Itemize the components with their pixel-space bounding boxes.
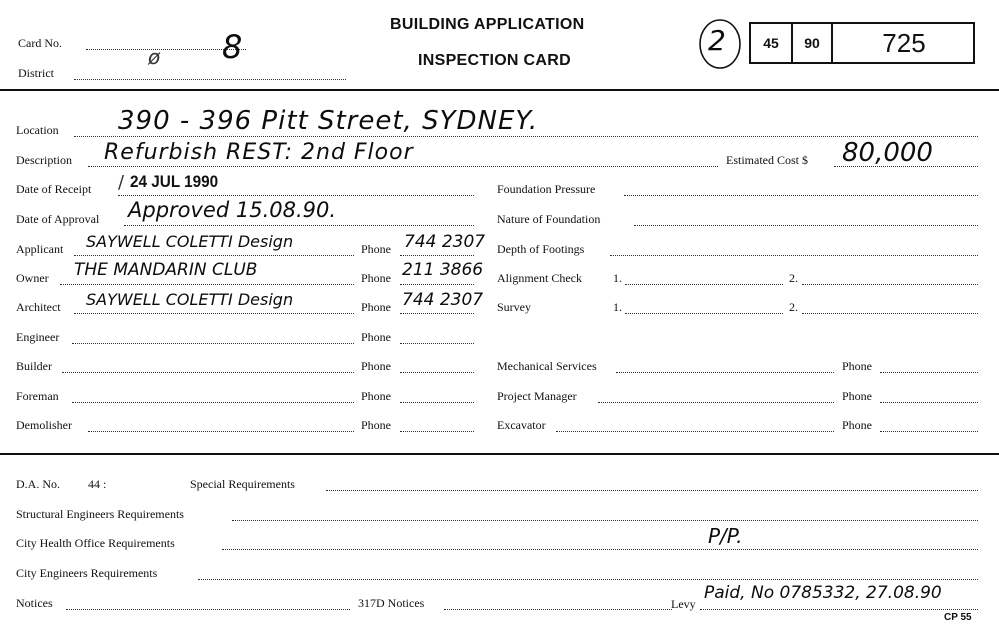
applicant-line — [74, 255, 354, 256]
mechanical-services-line — [616, 372, 834, 373]
levy-line — [700, 609, 978, 610]
foreman-phone-line — [400, 402, 474, 403]
box-code-1: 45 — [763, 35, 779, 51]
estimated-cost-value: 80,000 — [842, 138, 933, 168]
notices-label: Notices — [16, 596, 53, 610]
date-of-receipt-stamp: 24 JUL 1990 — [130, 172, 219, 191]
mechanical-services-phone-label: Phone — [842, 359, 872, 373]
demolisher-phone-label: Phone — [361, 418, 391, 432]
engineer-line — [72, 343, 354, 344]
structural-engineers-label: Structural Engineers Requirements — [16, 507, 184, 521]
date-of-receipt-line — [118, 195, 474, 196]
excavator-line — [556, 431, 834, 432]
reference-box — [749, 22, 975, 64]
alignment-check-1-line — [625, 284, 783, 285]
lower-rule — [0, 453, 999, 455]
date-of-approval-value: Approved 15.08.90. — [128, 198, 337, 222]
engineer-phone-label: Phone — [361, 330, 391, 344]
project-manager-label: Project Manager — [497, 389, 577, 403]
alignment-check-2-line — [802, 284, 978, 285]
architect-label: Architect — [16, 300, 61, 314]
nature-of-foundation-line — [634, 225, 978, 226]
special-requirements-line — [326, 490, 978, 491]
title-line2: INSPECTION CARD — [418, 52, 571, 69]
architect-phone-line — [400, 313, 474, 314]
estimated-cost-label: Estimated Cost $ — [726, 153, 808, 167]
architect-line — [74, 313, 354, 314]
city-health-value: P/P. — [708, 524, 743, 548]
demolisher-label: Demolisher — [16, 418, 72, 432]
district-value: 8 — [222, 28, 243, 66]
city-health-line — [222, 549, 978, 550]
owner-phone-value: 211 3866 — [402, 260, 484, 280]
engineer-phone-line — [400, 343, 474, 344]
date-of-receipt-label: Date of Receipt — [16, 182, 92, 196]
architect-value: SAYWELL COLETTI Design — [86, 290, 294, 309]
depth-of-footings-line — [610, 255, 978, 256]
levy-label: Levy — [671, 597, 696, 611]
location-value: 390 - 396 Pitt Street, SYDNEY. — [118, 106, 539, 136]
project-manager-phone-label: Phone — [842, 389, 872, 403]
excavator-phone-line — [880, 431, 978, 432]
applicant-phone-label: Phone — [361, 242, 391, 256]
applicant-label: Applicant — [16, 242, 64, 256]
form-code: CP 55 — [944, 612, 972, 623]
depth-of-footings-label: Depth of Footings — [497, 242, 585, 256]
district-label: District — [18, 66, 54, 80]
survey-2-line — [802, 313, 978, 314]
district-scribble: ø — [148, 45, 161, 69]
excavator-label: Excavator — [497, 418, 546, 432]
city-health-label: City Health Office Requirements — [16, 536, 175, 550]
special-requirements-label: Special Requirements — [190, 477, 295, 491]
circled-number: 2 — [708, 24, 726, 57]
owner-line — [60, 284, 354, 285]
foreman-label: Foreman — [16, 389, 59, 403]
title-line1: BUILDING APPLICATION — [390, 16, 585, 33]
owner-phone-label: Phone — [361, 271, 391, 285]
date-of-approval-line — [124, 225, 474, 226]
box-divider-2 — [831, 24, 833, 62]
da-no-label: D.A. No. — [16, 477, 60, 491]
project-manager-phone-line — [880, 402, 978, 403]
foundation-pressure-line — [624, 195, 978, 196]
excavator-phone-label: Phone — [842, 418, 872, 432]
project-manager-line — [598, 402, 834, 403]
notices-317d-line — [444, 609, 672, 610]
survey-1-line — [625, 313, 783, 314]
levy-value: Paid, No 0785332, 27.08.90 — [704, 583, 942, 603]
date-of-receipt-mark: / — [118, 172, 125, 193]
owner-label: Owner — [16, 271, 49, 285]
box-card-number: 725 — [882, 28, 926, 58]
foreman-phone-label: Phone — [361, 389, 391, 403]
description-label: Description — [16, 153, 72, 167]
date-of-approval-label: Date of Approval — [16, 212, 100, 226]
applicant-value: SAYWELL COLETTI Design — [86, 232, 294, 251]
da-no-value: 44 : — [88, 477, 107, 491]
location-label: Location — [16, 123, 59, 137]
foundation-pressure-label: Foundation Pressure — [497, 182, 596, 196]
notices-line — [66, 609, 350, 610]
builder-label: Builder — [16, 359, 52, 373]
city-engineers-label: City Engineers Requirements — [16, 566, 158, 580]
mechanical-services-label: Mechanical Services — [497, 359, 597, 373]
architect-phone-label: Phone — [361, 300, 391, 314]
builder-line — [62, 372, 354, 373]
box-code-2: 90 — [804, 35, 820, 51]
location-line — [74, 136, 978, 137]
district-dotted-line — [74, 79, 346, 80]
owner-phone-line — [400, 284, 474, 285]
survey-2-label: 2. — [789, 300, 798, 314]
city-engineers-line — [198, 579, 978, 580]
architect-phone-value: 744 2307 — [402, 290, 484, 310]
builder-phone-line — [400, 372, 474, 373]
nature-of-foundation-label: Nature of Foundation — [497, 212, 601, 226]
demolisher-phone-line — [400, 431, 474, 432]
survey-label: Survey — [497, 300, 531, 314]
demolisher-line — [88, 431, 354, 432]
description-line — [88, 166, 718, 167]
engineer-label: Engineer — [16, 330, 60, 344]
owner-value: THE MANDARIN CLUB — [74, 260, 258, 280]
header-rule — [0, 89, 999, 91]
applicant-phone-value: 744 2307 — [404, 232, 486, 252]
alignment-check-label: Alignment Check — [497, 271, 582, 285]
mechanical-services-phone-line — [880, 372, 978, 373]
survey-1-label: 1. — [613, 300, 622, 314]
structural-engineers-line — [232, 520, 978, 521]
description-value: Refurbish REST: 2nd Floor — [104, 140, 414, 165]
card-no-label: Card No. — [18, 36, 62, 50]
alignment-check-1-label: 1. — [613, 271, 622, 285]
foreman-line — [72, 402, 354, 403]
builder-phone-label: Phone — [361, 359, 391, 373]
notices-317d-label: 317D Notices — [358, 596, 425, 610]
alignment-check-2-label: 2. — [789, 271, 798, 285]
applicant-phone-line — [400, 255, 474, 256]
